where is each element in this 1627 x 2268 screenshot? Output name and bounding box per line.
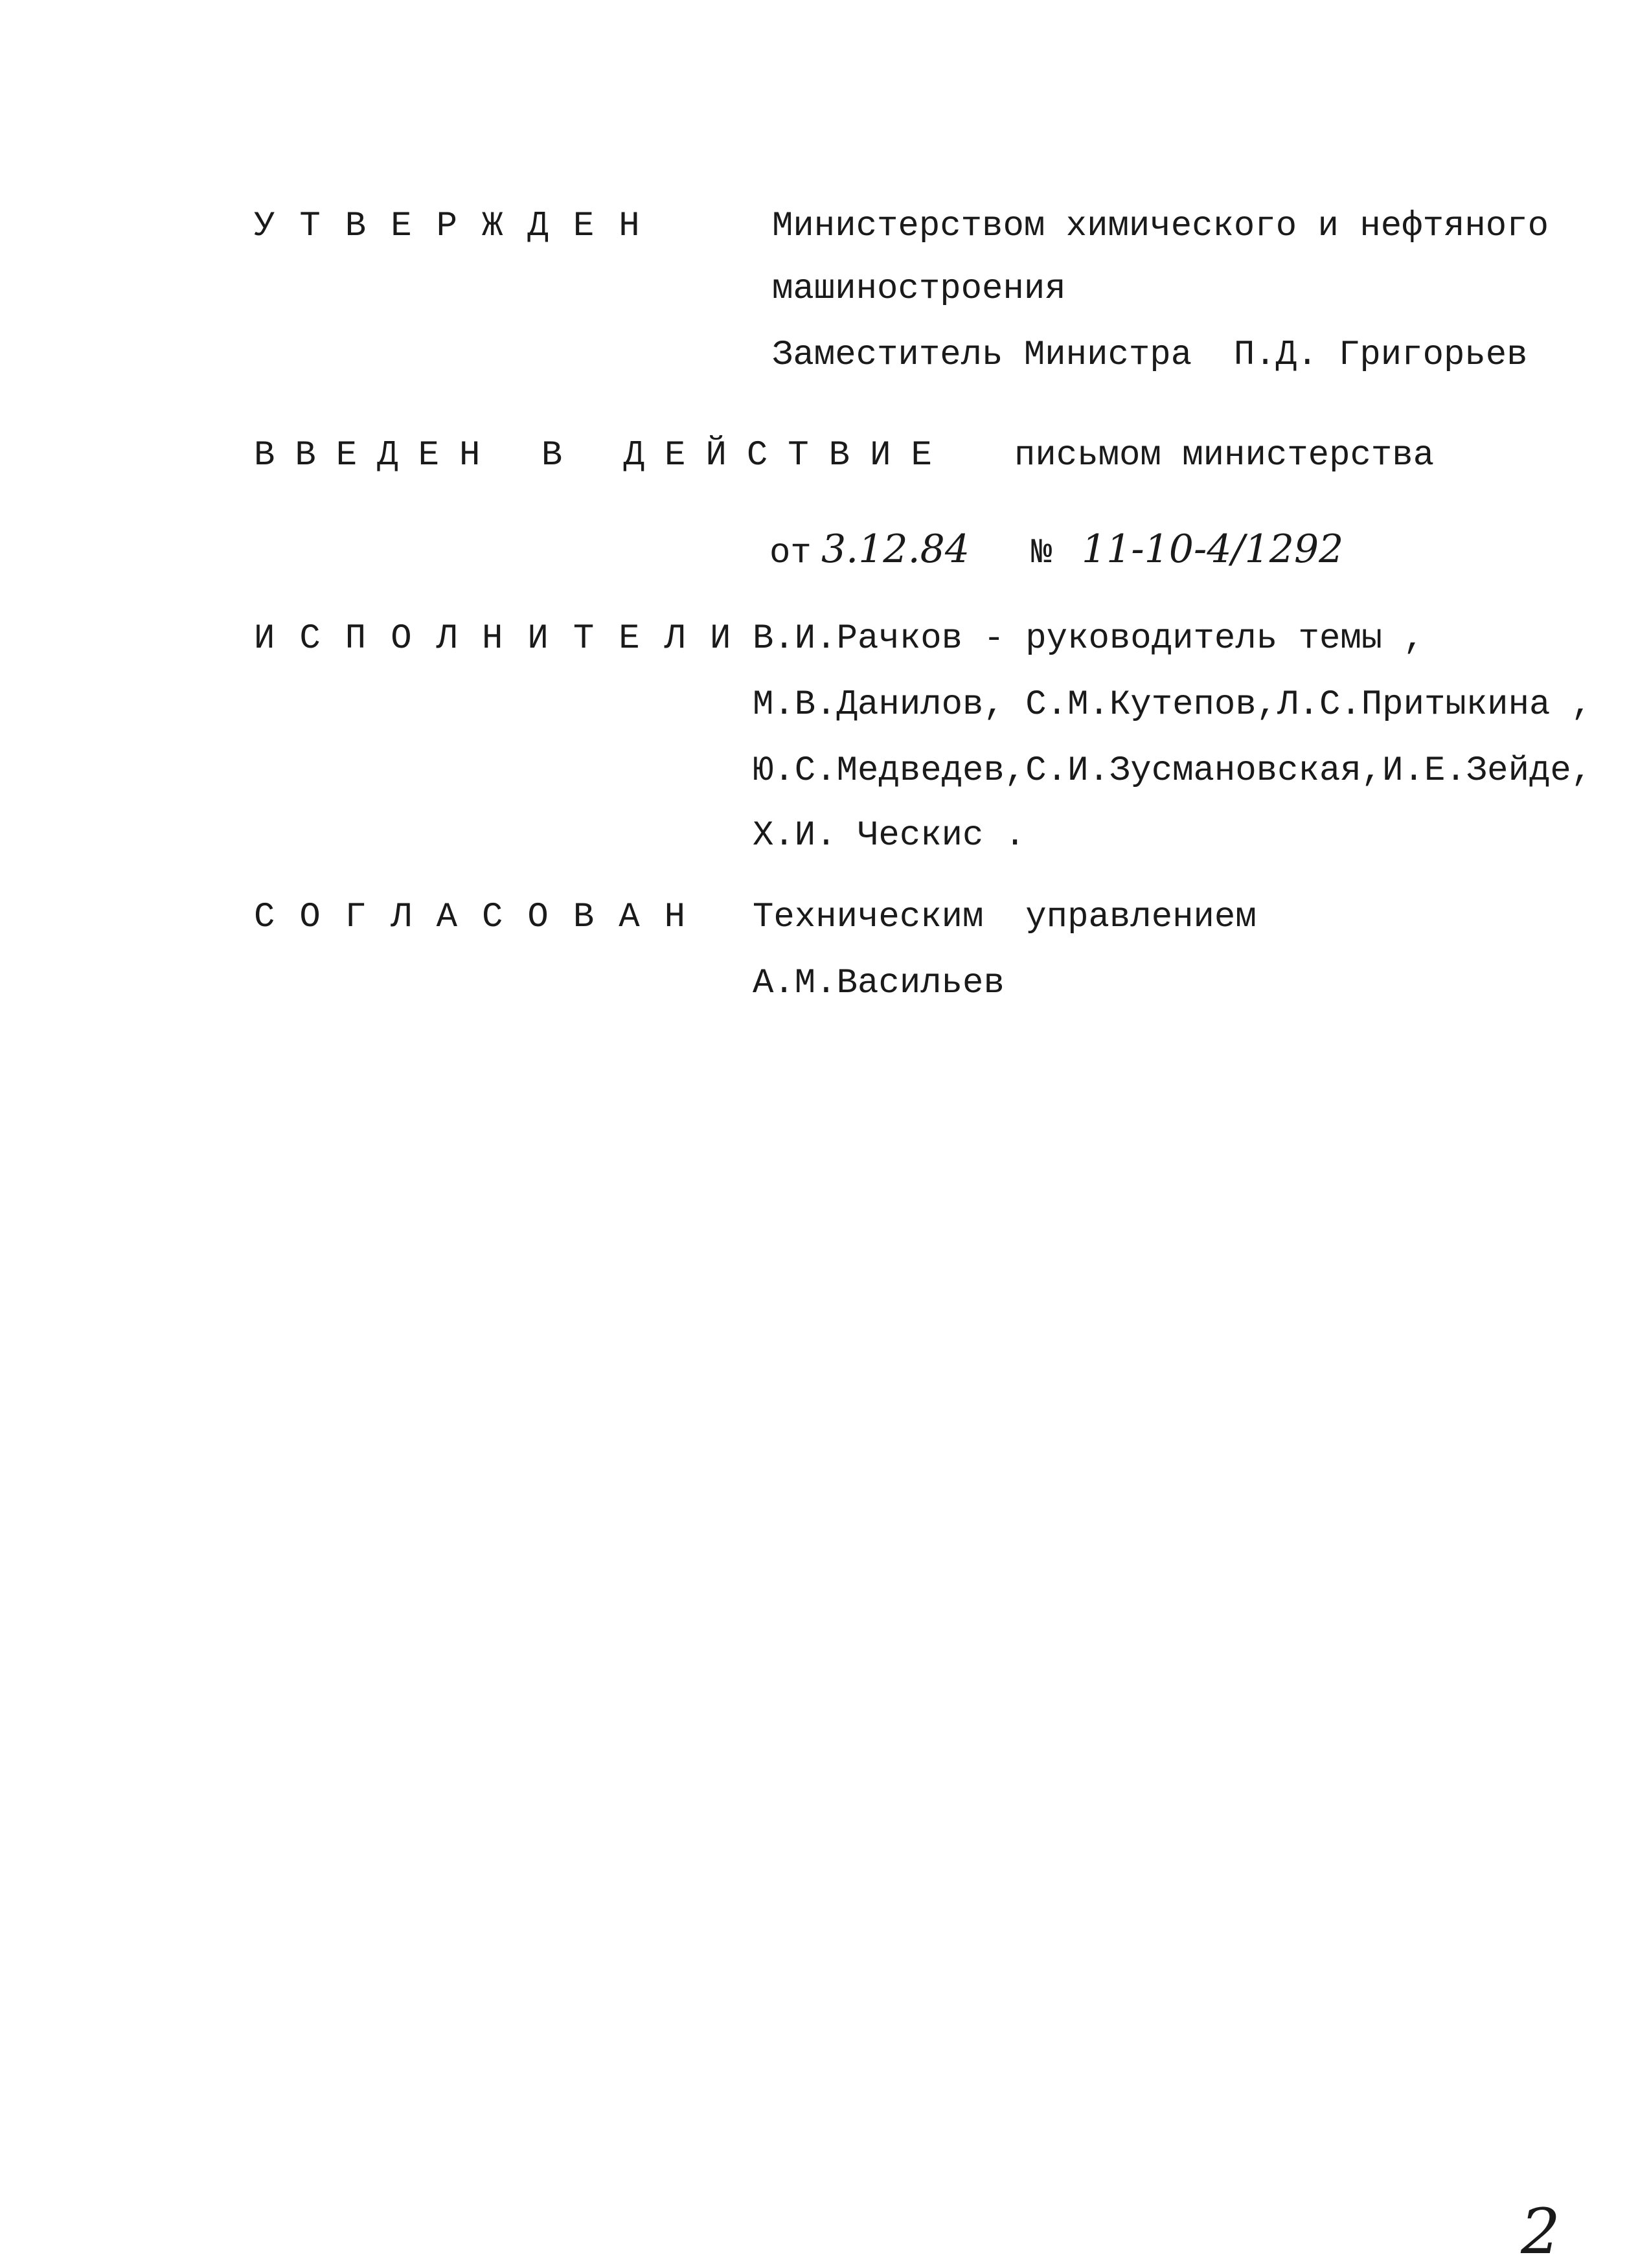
enacted-text: письмом министерства bbox=[1014, 436, 1435, 475]
approved-line-1: Министерством химического и нефтяного bbox=[772, 207, 1549, 246]
agreed-heading: СОГЛАСОВАН bbox=[254, 898, 711, 937]
approved-line-3: Заместитель Министра П.Д. Григорьев bbox=[772, 335, 1528, 375]
executors-line-4: Х.И. Ческис . bbox=[753, 816, 1026, 856]
agreed-line-1: Техническим управлением bbox=[753, 898, 1257, 937]
executors-heading: ИСПОЛНИТЕЛИ bbox=[254, 619, 756, 659]
agreed-line-2: А.М.Васильев bbox=[753, 964, 1005, 1003]
approved-line-2: машиностроения bbox=[772, 269, 1066, 309]
executors-line-2: М.В.Данилов, С.М.Кутепов,Л.С.Притыкина , bbox=[753, 685, 1593, 725]
enacted-number-value: 11-10-4/1292 bbox=[1082, 527, 1344, 572]
page-number: 2 bbox=[1521, 2195, 1561, 2268]
enacted-date-prefix: от bbox=[769, 534, 812, 573]
executors-line-1: В.И.Рачков - руководитель темы , bbox=[753, 619, 1424, 659]
enacted-number-prefix: № bbox=[1031, 534, 1052, 573]
approved-heading: УТВЕРЖДЕН bbox=[254, 207, 665, 246]
executors-line-3: Ю.С.Медведев,С.И.Зусмановская,И.Е.Зейде, bbox=[753, 751, 1593, 791]
enacted-date-value: 3.12.84 bbox=[821, 527, 970, 572]
enacted-heading: ВВЕДЕН В ДЕЙСТВИЕ bbox=[254, 436, 952, 475]
